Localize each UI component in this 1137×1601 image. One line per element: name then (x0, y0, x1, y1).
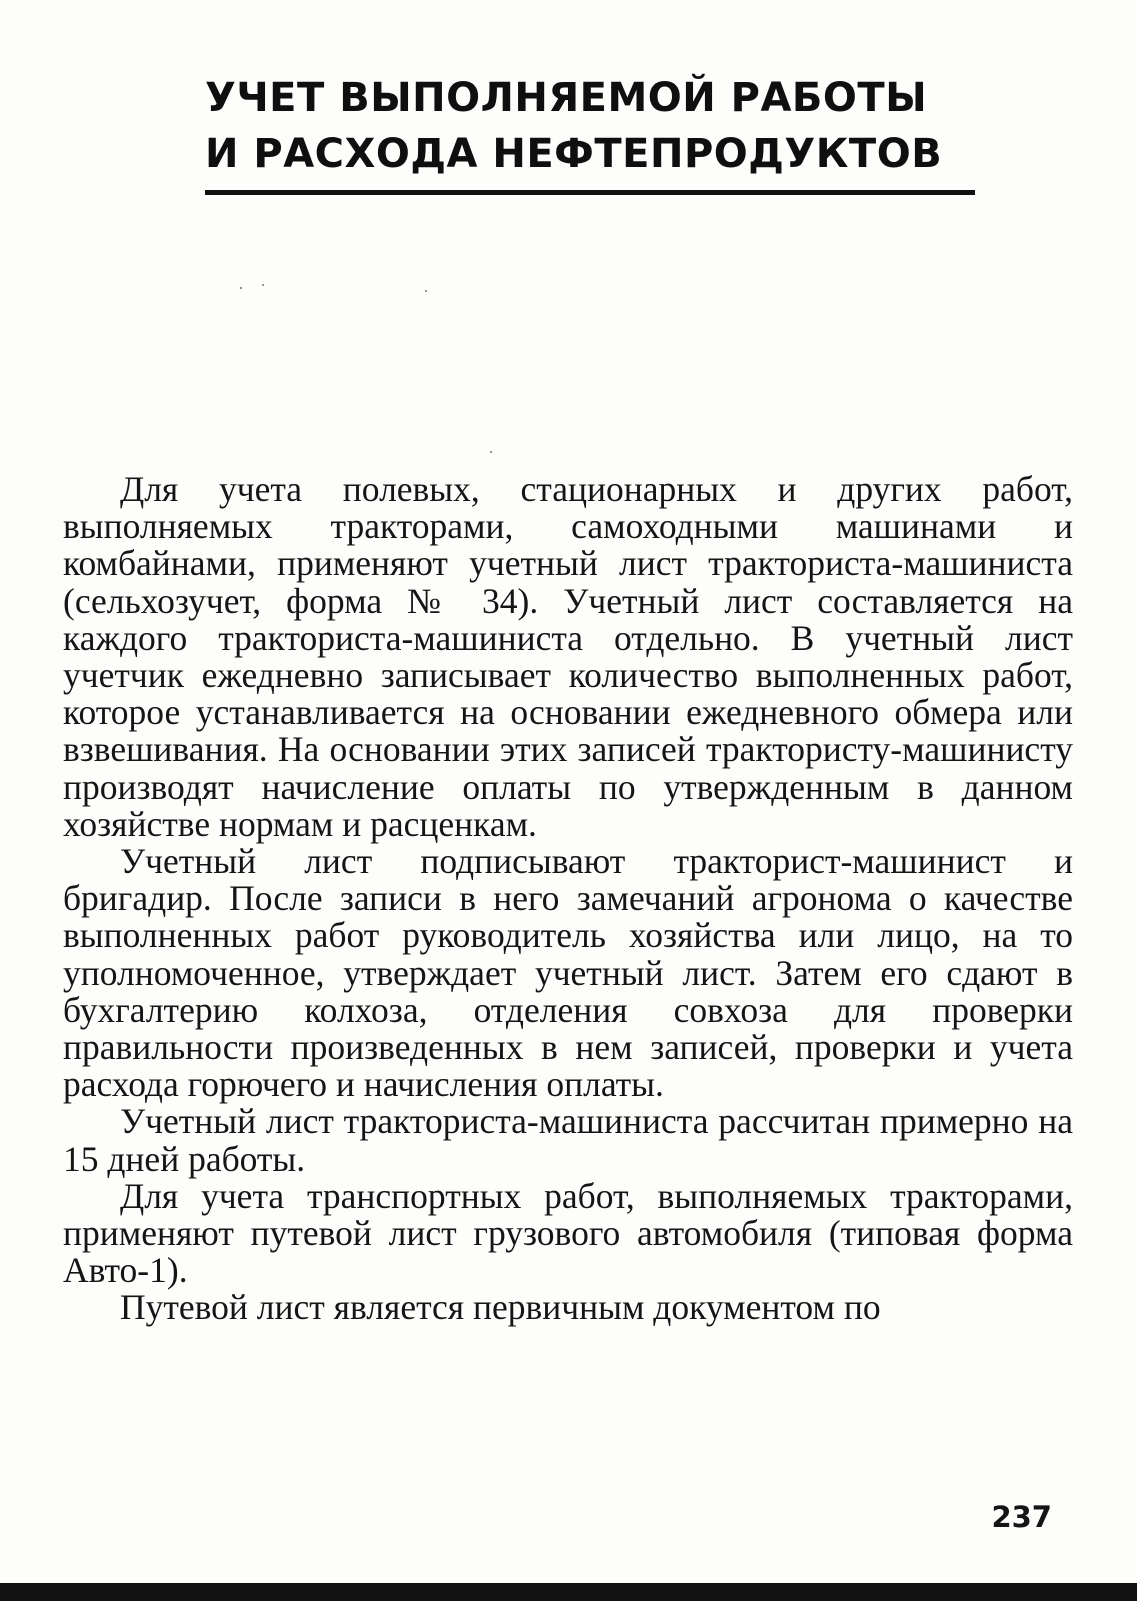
chapter-heading (205, 70, 975, 182)
scan-speck (240, 287, 242, 289)
chapter-heading-line-2: И РАСХОДА НЕФТЕПРОДУКТОВ (205, 131, 943, 177)
paragraph: Учетный лист подписывают тракторист-машинист и бригадир. После записи в него замечаний агронома о качестве выполненных работ руководитель хозяйства или лицо, на то уполномоченное, утверждает учетный лист. Затем его сдают в бухгалтерию колхоза, отделения совхоза для проверки правильности произведенных в нем записей, проверки и учета расхода горючего и начисления оплаты. (63, 841, 1073, 1105)
scan-speck (262, 284, 264, 286)
paragraph: Для учета транспортных работ, выполняемых тракторами, применяют путевой лист грузового автомобиля (типовая форма Авто-1). (63, 1175, 1073, 1291)
scan-speck (425, 290, 427, 292)
chapter-heading-line-1: УЧЕТ ВЫПОЛНЯЕМОЙ РАБОТЫ (205, 75, 928, 121)
paragraph: Путевой лист является первичным документом по (120, 1287, 881, 1328)
paragraph: Для учета полевых, стационарных и других работ, выполняемых тракторами, самоходными машинами и комбайнами, применяют учетный лист тракториста-машиниста (сельхозучет, форма № 34). Учетный лист составляется на каждого тракториста-машиниста отдельно. В учетный лист учетчик ежедневно записывает количество выполненных работ, которое устанавливается на основании ежедневного обмера или взвешивания. На основании этих записей трактористу-машинисту производят начисление оплаты по утвержденным в данном хозяйстве нормам и расценкам. (63, 469, 1073, 844)
heading-underline (205, 190, 975, 195)
paragraph: Учетный лист тракториста-машиниста рассчитан примерно на 15 дней работы. (63, 1101, 1073, 1179)
scan-edge-band (0, 1583, 1137, 1601)
scan-speck (490, 451, 492, 453)
page-number: 237 (991, 1500, 1052, 1534)
body-text (63, 471, 1073, 1327)
